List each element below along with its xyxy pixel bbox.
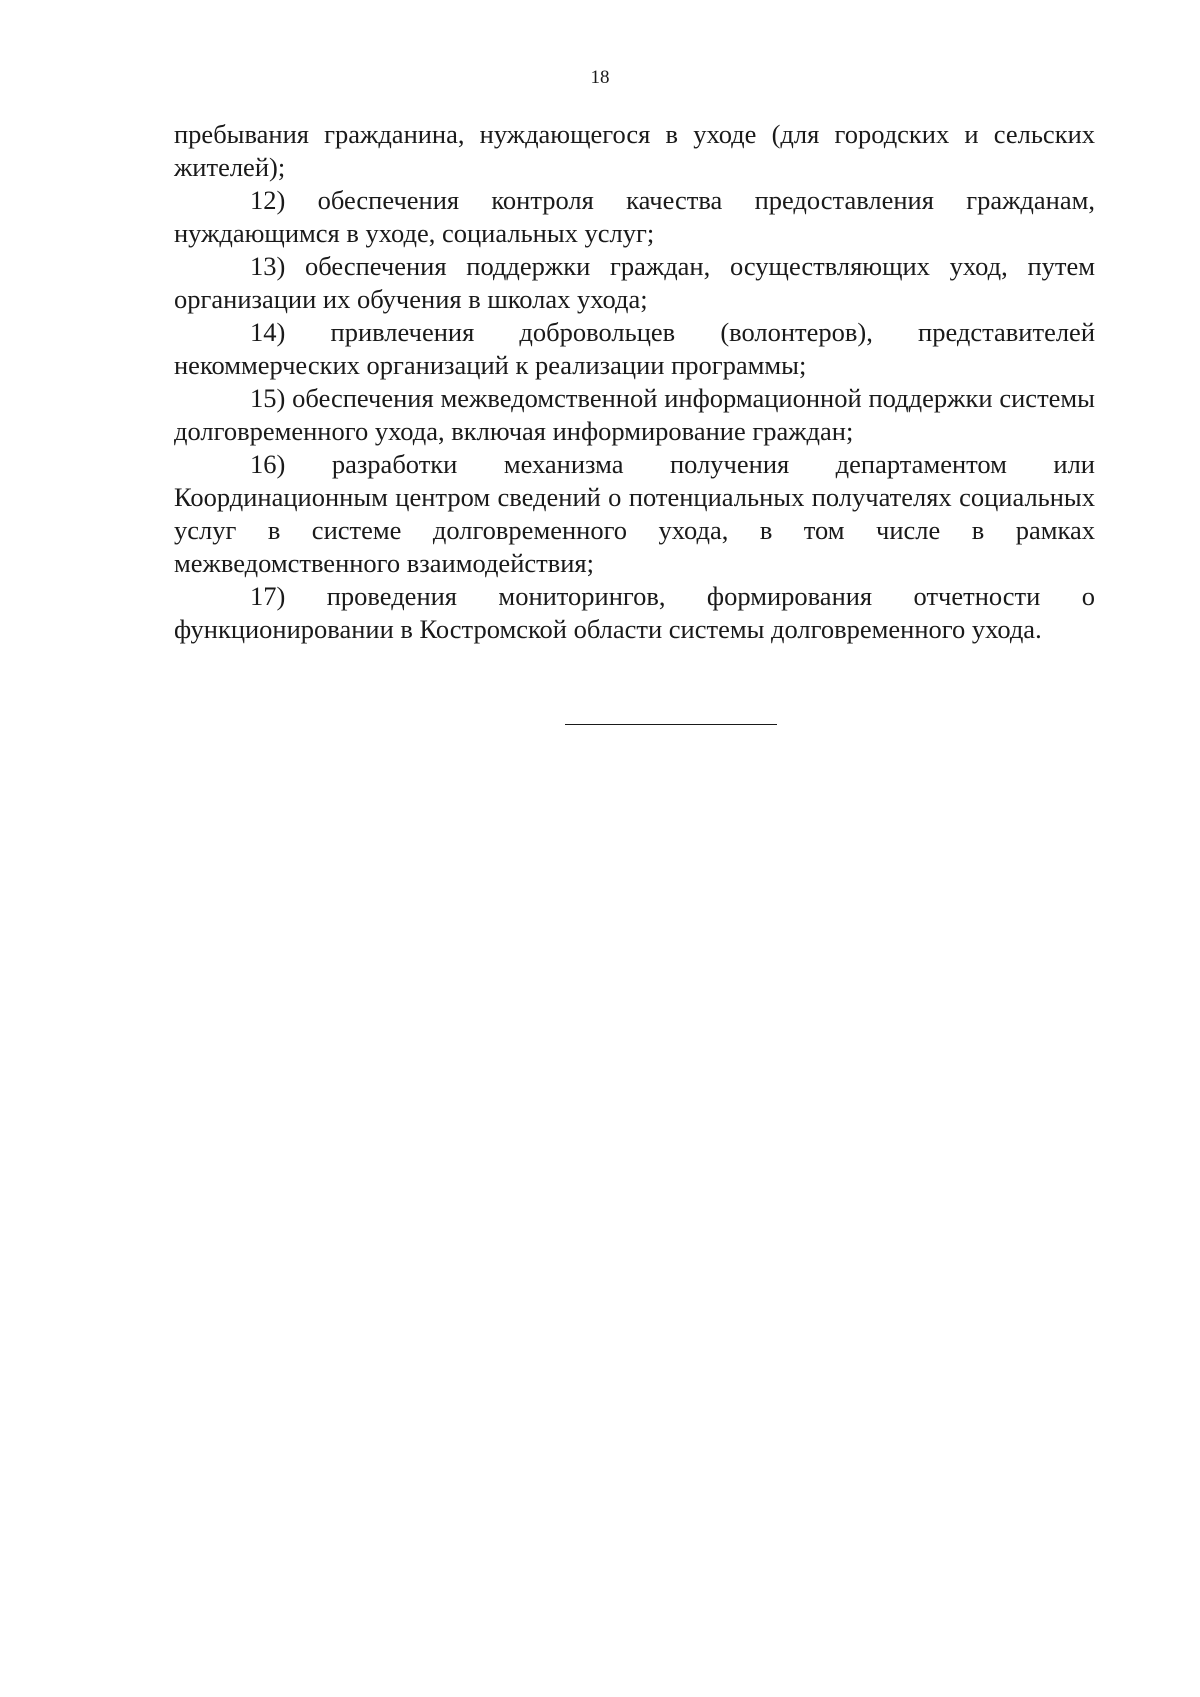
list-item-15: 15) обеспечения межведомственной информационной поддержки системы долговременного ухода, включая информирование граждан; xyxy=(174,383,1095,446)
page-number: 18 xyxy=(590,67,610,88)
list-item-13: 13) обеспечения поддержки граждан, осуществляющих уход, путем организации их обучения в школах ухода; xyxy=(174,251,1095,314)
list-item-16: 16) разработки механизма получения департаментом или Координационным центром сведений о потенциальных получателях социальных услуг в системе долговременного ухода, в том числе в рамках межведомственного взаимодействия; xyxy=(174,449,1095,578)
list-item-14: 14) привлечения добровольцев (волонтеров), представителей некоммерческих организаций к реализации программы; xyxy=(174,317,1095,380)
document-body xyxy=(174,118,1095,646)
end-of-document-rule xyxy=(565,724,777,725)
continuation-paragraph: пребывания гражданина, нуждающегося в уходе (для городских и сельских жителей); xyxy=(174,119,1095,182)
list-item-12: 12) обеспечения контроля качества предоставления гражданам, нуждающимся в уходе, социальных услуг; xyxy=(174,185,1095,248)
list-item-17: 17) проведения мониторингов, формирования отчетности о функционировании в Костромской области системы долговременного ухода. xyxy=(174,581,1095,644)
